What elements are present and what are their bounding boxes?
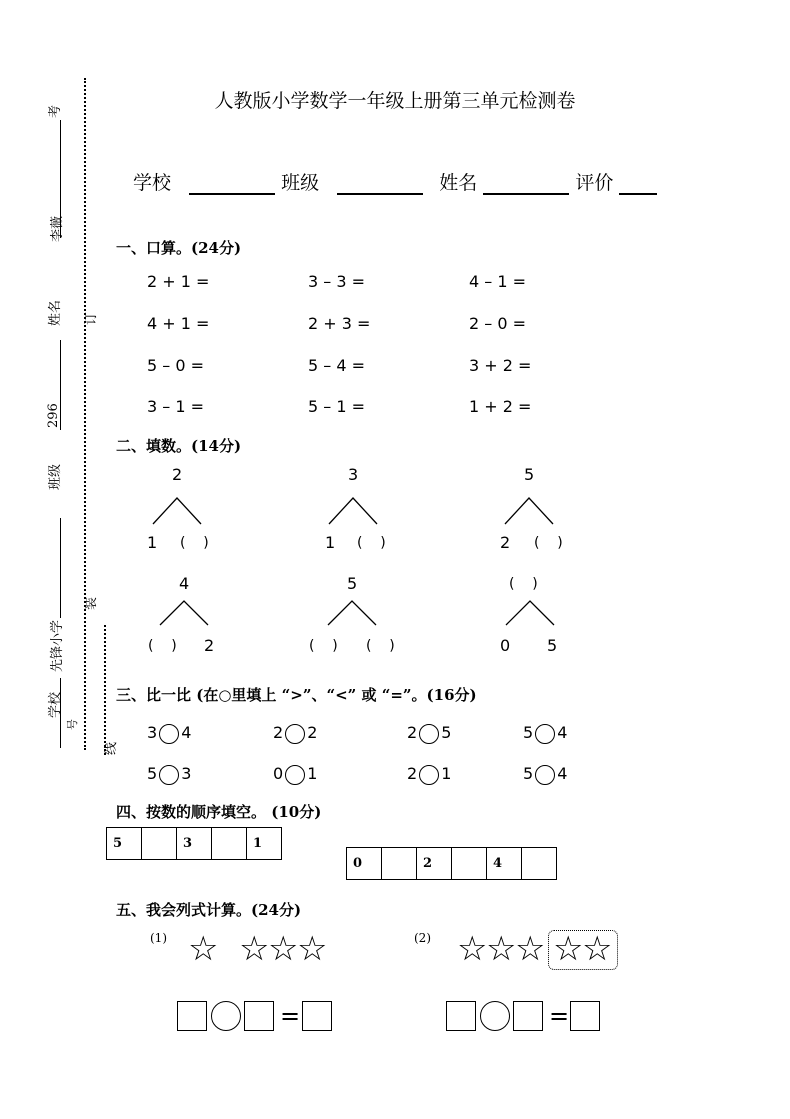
compare-right: 3 bbox=[181, 764, 192, 783]
bond-left: 1 bbox=[325, 533, 336, 552]
section-4-heading: 四、按数的顺序填空。 (10分) bbox=[116, 803, 322, 821]
compare-right: 1 bbox=[441, 764, 452, 783]
margin-zhuang: 装 bbox=[84, 596, 99, 610]
star-icon: ☆ bbox=[515, 929, 546, 969]
margin-ding: 订 bbox=[84, 311, 99, 325]
sequence-cell-blank[interactable] bbox=[522, 848, 557, 880]
bond-left: 1 bbox=[147, 533, 158, 552]
oral-problem: 5 – 4 = bbox=[308, 356, 366, 375]
compare-circle[interactable] bbox=[285, 765, 305, 785]
answer-box[interactable] bbox=[244, 1001, 274, 1031]
binding-dotted-line-2 bbox=[104, 625, 106, 755]
oral-problem: 1 + 2 = bbox=[469, 397, 532, 416]
compare-circle[interactable] bbox=[535, 724, 555, 744]
bond-right-blank[interactable]: ( ) bbox=[534, 535, 563, 551]
answer-box[interactable] bbox=[446, 1001, 476, 1031]
bond-right-blank[interactable]: ( ) bbox=[366, 638, 395, 654]
margin-line-xuexiao bbox=[60, 678, 61, 748]
oral-problem: 2 + 3 = bbox=[308, 314, 371, 333]
compare-circle[interactable] bbox=[159, 765, 179, 785]
answer-box[interactable] bbox=[302, 1001, 332, 1031]
compare-circle[interactable] bbox=[535, 765, 555, 785]
compare-left: 0 bbox=[273, 764, 284, 783]
bond-right-blank[interactable]: ( ) bbox=[357, 535, 386, 551]
bond-left: 2 bbox=[500, 533, 511, 552]
bond-left-blank[interactable]: ( ) bbox=[309, 638, 338, 654]
star-icon: ☆ bbox=[582, 929, 613, 969]
info-class-label: 班级 bbox=[281, 172, 320, 194]
bond-left-blank[interactable]: ( ) bbox=[148, 638, 177, 654]
margin-banji-value: 296 bbox=[46, 403, 61, 428]
star-icon: ☆ bbox=[268, 929, 299, 969]
bond-top: 3 bbox=[348, 465, 359, 484]
compare-right: 4 bbox=[181, 723, 192, 742]
compare-right: 1 bbox=[307, 764, 318, 783]
compare-circle[interactable] bbox=[419, 724, 439, 744]
margin-kaohao-value: 李薇 bbox=[50, 215, 65, 242]
bond-top: 5 bbox=[524, 465, 535, 484]
margin-xingming-label: 姓名 bbox=[48, 299, 63, 326]
bond-branch bbox=[328, 601, 376, 625]
answer-box[interactable] bbox=[177, 1001, 207, 1031]
oral-problem: 2 + 1 = bbox=[147, 272, 210, 291]
operator-circle[interactable] bbox=[211, 1001, 241, 1031]
oral-problem: 5 – 1 = bbox=[308, 397, 366, 416]
info-school-label: 学校 bbox=[133, 172, 172, 194]
margin-kao-label: 考 bbox=[48, 104, 63, 118]
margin-banji-label: 班级 bbox=[48, 463, 63, 490]
info-name-label: 姓名 bbox=[439, 172, 478, 194]
star-icon: ☆ bbox=[239, 929, 270, 969]
margin-small-mark: 号 bbox=[66, 719, 79, 730]
compare-left: 3 bbox=[147, 723, 158, 742]
sequence-table-1 bbox=[106, 827, 282, 860]
section-5-heading: 五、我会列式计算。(24分) bbox=[116, 901, 302, 919]
oral-problem: 3 – 1 = bbox=[147, 397, 205, 416]
answer-box[interactable] bbox=[513, 1001, 543, 1031]
margin-xian: 线 bbox=[104, 741, 119, 755]
answer-box[interactable] bbox=[570, 1001, 600, 1031]
margin-xuexiao-value: 先锋小学 bbox=[50, 619, 65, 672]
compare-right: 4 bbox=[557, 764, 568, 783]
bond-right-blank[interactable]: ( ) bbox=[180, 535, 209, 551]
oral-problem: 2 – 0 = bbox=[469, 314, 527, 333]
sequence-cell: 0 bbox=[347, 848, 382, 880]
compare-circle[interactable] bbox=[285, 724, 305, 744]
info-grade-blank[interactable] bbox=[619, 171, 657, 195]
compare-circle[interactable] bbox=[419, 765, 439, 785]
oral-problem: 4 + 1 = bbox=[147, 314, 210, 333]
bond-top: 5 bbox=[347, 574, 358, 593]
sequence-cell: 4 bbox=[487, 848, 522, 880]
margin-line-banji bbox=[60, 518, 61, 618]
compare-item bbox=[273, 723, 317, 744]
sequence-cell-blank[interactable] bbox=[382, 848, 417, 880]
sequence-cell-blank[interactable] bbox=[142, 828, 177, 860]
bond-branch bbox=[160, 601, 208, 625]
sequence-cell: 3 bbox=[177, 828, 212, 860]
problem-1-label: (1) bbox=[150, 931, 167, 945]
compare-item bbox=[407, 723, 451, 744]
sequence-cell: 1 bbox=[247, 828, 282, 860]
binding-dotted-line bbox=[84, 78, 86, 750]
compare-left: 5 bbox=[523, 723, 534, 742]
compare-circle[interactable] bbox=[159, 724, 179, 744]
sequence-cell: 2 bbox=[417, 848, 452, 880]
bond-left: 0 bbox=[500, 636, 511, 655]
margin-xuexiao-label: 学校 bbox=[48, 691, 63, 718]
compare-right: 5 bbox=[441, 723, 452, 742]
bond-right: 5 bbox=[547, 636, 558, 655]
sequence-table-2 bbox=[346, 847, 557, 880]
compare-left: 5 bbox=[523, 764, 534, 783]
page-title: 人教版小学数学一年级上册第三单元检测卷 bbox=[214, 90, 576, 112]
section-2-heading: 二、填数。(14分) bbox=[116, 437, 242, 455]
operator-circle[interactable] bbox=[480, 1001, 510, 1031]
bond-branch bbox=[153, 498, 201, 524]
star-icon: ☆ bbox=[486, 929, 517, 969]
section-1-heading: 一、口算。(24分) bbox=[116, 239, 242, 257]
compare-item bbox=[523, 723, 567, 744]
compare-right: 2 bbox=[307, 723, 318, 742]
sequence-cell-blank[interactable] bbox=[452, 848, 487, 880]
compare-left: 2 bbox=[407, 764, 418, 783]
bond-branch bbox=[329, 498, 377, 524]
bond-right: 2 bbox=[204, 636, 215, 655]
compare-item bbox=[147, 723, 191, 744]
equals-sign: = bbox=[280, 1002, 301, 1030]
star-icon: ☆ bbox=[553, 929, 584, 969]
info-name-blank[interactable] bbox=[483, 171, 569, 195]
compare-item bbox=[273, 764, 317, 785]
compare-item bbox=[147, 764, 191, 785]
bond-top: 2 bbox=[172, 465, 183, 484]
bond-branch bbox=[506, 601, 554, 625]
star-icon: ☆ bbox=[188, 929, 219, 969]
info-grade-label: 评价 bbox=[575, 172, 614, 194]
info-line bbox=[133, 168, 657, 195]
oral-problem: 5 – 0 = bbox=[147, 356, 205, 375]
equals-sign: = bbox=[549, 1002, 570, 1030]
compare-item bbox=[523, 764, 567, 785]
info-school-blank[interactable] bbox=[189, 171, 275, 195]
oral-problem: 3 + 2 = bbox=[469, 356, 532, 375]
compare-left: 5 bbox=[147, 764, 158, 783]
section-3-heading: 三、比一比 (在○里填上 “>”、“<” 或 “=”。(16分) bbox=[116, 686, 477, 704]
bond-branch bbox=[505, 498, 553, 524]
compare-left: 2 bbox=[273, 723, 284, 742]
oral-problem: 3 – 3 = bbox=[308, 272, 366, 291]
bond-top-blank[interactable]: ( ) bbox=[509, 576, 538, 592]
bond-top: 4 bbox=[179, 574, 190, 593]
oral-problem: 4 – 1 = bbox=[469, 272, 527, 291]
info-class-blank[interactable] bbox=[337, 171, 423, 195]
compare-left: 2 bbox=[407, 723, 418, 742]
star-icon: ☆ bbox=[457, 929, 488, 969]
compare-item bbox=[407, 764, 451, 785]
compare-right: 4 bbox=[557, 723, 568, 742]
sequence-cell: 5 bbox=[107, 828, 142, 860]
problem-2-label: (2) bbox=[414, 931, 431, 945]
star-icon: ☆ bbox=[297, 929, 328, 969]
sequence-cell-blank[interactable] bbox=[212, 828, 247, 860]
